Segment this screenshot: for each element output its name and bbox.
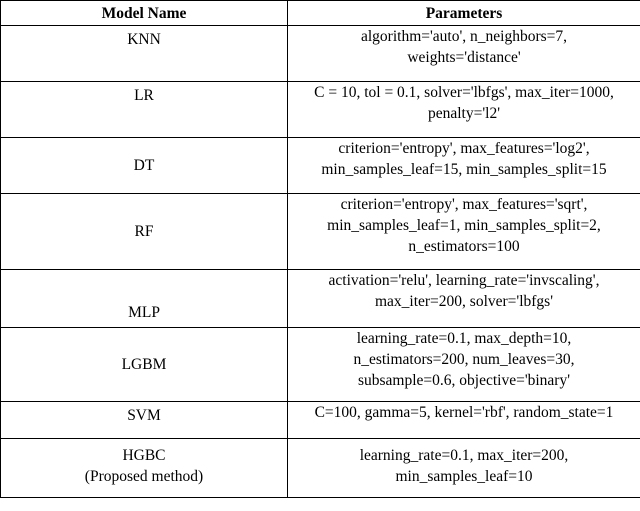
model-name: DT xyxy=(133,157,155,174)
parameters-cell xyxy=(288,439,640,498)
model-cell xyxy=(1,439,288,498)
param-line: learning_rate=0.1, max_depth=10, xyxy=(356,330,572,347)
param-line: C = 10, tol = 0.1, solver='lbfgs', max_iter=1000, xyxy=(314,84,614,101)
param-line: min_samples_leaf=1, min_samples_split=2, xyxy=(327,217,601,234)
table-row xyxy=(1,270,640,328)
model-name: LR xyxy=(134,87,154,104)
header-parameters: Parameters xyxy=(288,1,640,26)
table-row xyxy=(1,194,640,270)
param-line: n_estimators=100 xyxy=(408,238,520,255)
header-row xyxy=(1,1,640,26)
parameters-cell xyxy=(288,82,640,138)
model-cell xyxy=(1,402,288,439)
table-row xyxy=(1,26,640,82)
param-line: criterion='entropy', max_features='log2', xyxy=(338,140,590,157)
model-name: LGBM xyxy=(121,356,167,373)
model-name: MLP xyxy=(128,304,160,321)
model-cell xyxy=(1,194,288,270)
model-cell xyxy=(1,328,288,402)
model-cell xyxy=(1,270,288,328)
parameters-cell xyxy=(288,328,640,402)
model-subtitle: (Proposed method) xyxy=(84,468,204,485)
param-line: min_samples_leaf=10 xyxy=(395,468,533,485)
param-line: weights='distance' xyxy=(407,49,521,66)
model-name: SVM xyxy=(127,407,161,424)
param-line: n_estimators=200, num_leaves=30, xyxy=(353,351,575,368)
table-row xyxy=(1,138,640,194)
parameters-cell xyxy=(288,26,640,82)
param-line: C=100, gamma=5, kernel='rbf', random_state=1 xyxy=(314,404,614,421)
table-row xyxy=(1,328,640,402)
param-line: min_samples_leaf=15, min_samples_split=15 xyxy=(321,161,607,178)
parameters-cell xyxy=(288,402,640,439)
param-line: penalty='l2' xyxy=(427,105,500,122)
model-cell xyxy=(1,82,288,138)
parameters-cell xyxy=(288,270,640,328)
header-model-name: Model Name xyxy=(1,1,288,26)
param-line: max_iter=200, solver='lbfgs' xyxy=(374,293,554,310)
param-line: algorithm='auto', n_neighbors=7, xyxy=(360,28,568,45)
model-name: KNN xyxy=(127,31,161,48)
table-row xyxy=(1,82,640,138)
param-line: learning_rate=0.1, max_iter=200, xyxy=(359,447,569,464)
param-line: activation='relu', learning_rate='invscaling', xyxy=(328,272,600,289)
parameters-cell xyxy=(288,138,640,194)
param-line: subsample=0.6, objective='binary' xyxy=(357,372,571,389)
table-row xyxy=(1,402,640,439)
parameters-cell xyxy=(288,194,640,270)
param-line: criterion='entropy', max_features='sqrt', xyxy=(340,196,588,213)
model-name: RF xyxy=(134,223,154,240)
model-name: HGBC xyxy=(122,447,166,464)
model-cell xyxy=(1,138,288,194)
table-row xyxy=(1,439,640,498)
model-cell xyxy=(1,26,288,82)
